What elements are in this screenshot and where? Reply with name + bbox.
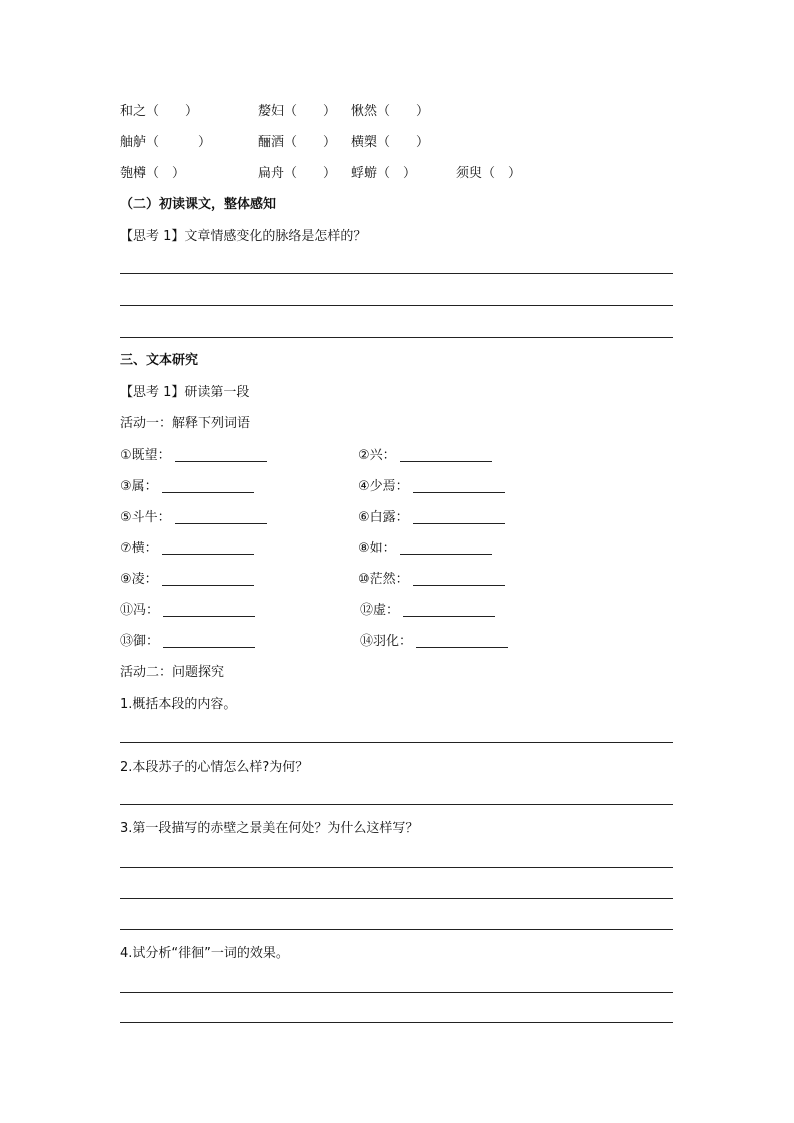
section-two-title: （二）初读课文，整体感知	[120, 197, 277, 212]
pinyin-row-3-item-2: 扁舟（ ）	[258, 166, 337, 181]
question-3: 3.第一段描写的赤壁之景美在何处？为什么这样写？	[120, 821, 419, 836]
vocab-item: ⑬御：	[120, 633, 255, 651]
vocab-item: ⑧如：	[358, 540, 492, 558]
pinyin-row-2-item-1: 舳舻（ ）	[120, 135, 212, 150]
fill-blank[interactable]	[416, 634, 508, 648]
fill-blank[interactable]	[175, 510, 267, 524]
vocab-item: ④少焉：	[358, 478, 505, 496]
vocab-item: ⑩茫然：	[358, 571, 505, 589]
fill-blank[interactable]	[403, 603, 495, 617]
vocab-item: ⑥白露：	[358, 509, 505, 527]
answer-line[interactable]	[120, 305, 673, 306]
vocab-item: ⑨凌：	[120, 571, 254, 589]
answer-line[interactable]	[120, 992, 673, 993]
pinyin-row-1-item-2: 嫠妇（ ）	[258, 104, 337, 119]
question-1: 1.概括本段的内容。	[120, 697, 237, 712]
vocab-item: ③属：	[120, 478, 254, 496]
answer-line[interactable]	[120, 804, 673, 805]
vocab-item: ⑤斗牛：	[120, 509, 267, 527]
pinyin-row-3-item-1: 匏樽（ ）	[120, 166, 186, 181]
fill-blank[interactable]	[413, 479, 505, 493]
question-4: 4.试分析“徘徊”一词的效果。	[120, 946, 289, 961]
pinyin-row-1-item-1: 和之（ ）	[120, 104, 199, 119]
vocab-item: ⑭羽化：	[360, 633, 508, 651]
fill-blank[interactable]	[400, 541, 492, 555]
vocab-item: ②兴：	[358, 447, 492, 465]
answer-line[interactable]	[120, 867, 673, 868]
vocab-item: ①既望：	[120, 447, 267, 465]
think-overall-question: 【思考 1】文章情感变化的脉络是怎样的？	[120, 229, 367, 244]
pinyin-row-3-item-3: 蜉蝣（ ）	[351, 166, 417, 181]
answer-line[interactable]	[120, 742, 673, 743]
vocab-item: ⑪冯：	[120, 602, 255, 620]
vocab-item: ⑫虚：	[360, 602, 495, 620]
pinyin-row-1-item-3: 愀然（ ）	[351, 104, 430, 119]
fill-blank[interactable]	[163, 634, 255, 648]
fill-blank[interactable]	[413, 572, 505, 586]
fill-blank[interactable]	[163, 603, 255, 617]
answer-line[interactable]	[120, 337, 673, 338]
answer-line[interactable]	[120, 929, 673, 930]
fill-blank[interactable]	[413, 510, 505, 524]
answer-line[interactable]	[120, 273, 673, 274]
question-2: 2.本段苏子的心情怎么样?为何？	[120, 760, 309, 775]
fill-blank[interactable]	[162, 541, 254, 555]
think-para1-heading: 【思考 1】研读第一段	[120, 385, 250, 400]
fill-blank[interactable]	[162, 479, 254, 493]
section-three-title: 三、文本研究	[120, 353, 199, 368]
activity1-title: 活动一：解释下列词语	[120, 416, 251, 431]
pinyin-row-3-item-4: 须臾（ ）	[456, 166, 522, 181]
answer-line[interactable]	[120, 898, 673, 899]
vocab-item: ⑦横：	[120, 540, 254, 558]
fill-blank[interactable]	[400, 448, 492, 462]
answer-line[interactable]	[120, 1022, 673, 1023]
pinyin-row-2-item-2: 酾酒（ ）	[258, 135, 337, 150]
activity2-title: 活动二：问题探究	[120, 665, 225, 680]
pinyin-row-2-item-3: 横槊（ ）	[351, 135, 430, 150]
fill-blank[interactable]	[175, 448, 267, 462]
fill-blank[interactable]	[162, 572, 254, 586]
